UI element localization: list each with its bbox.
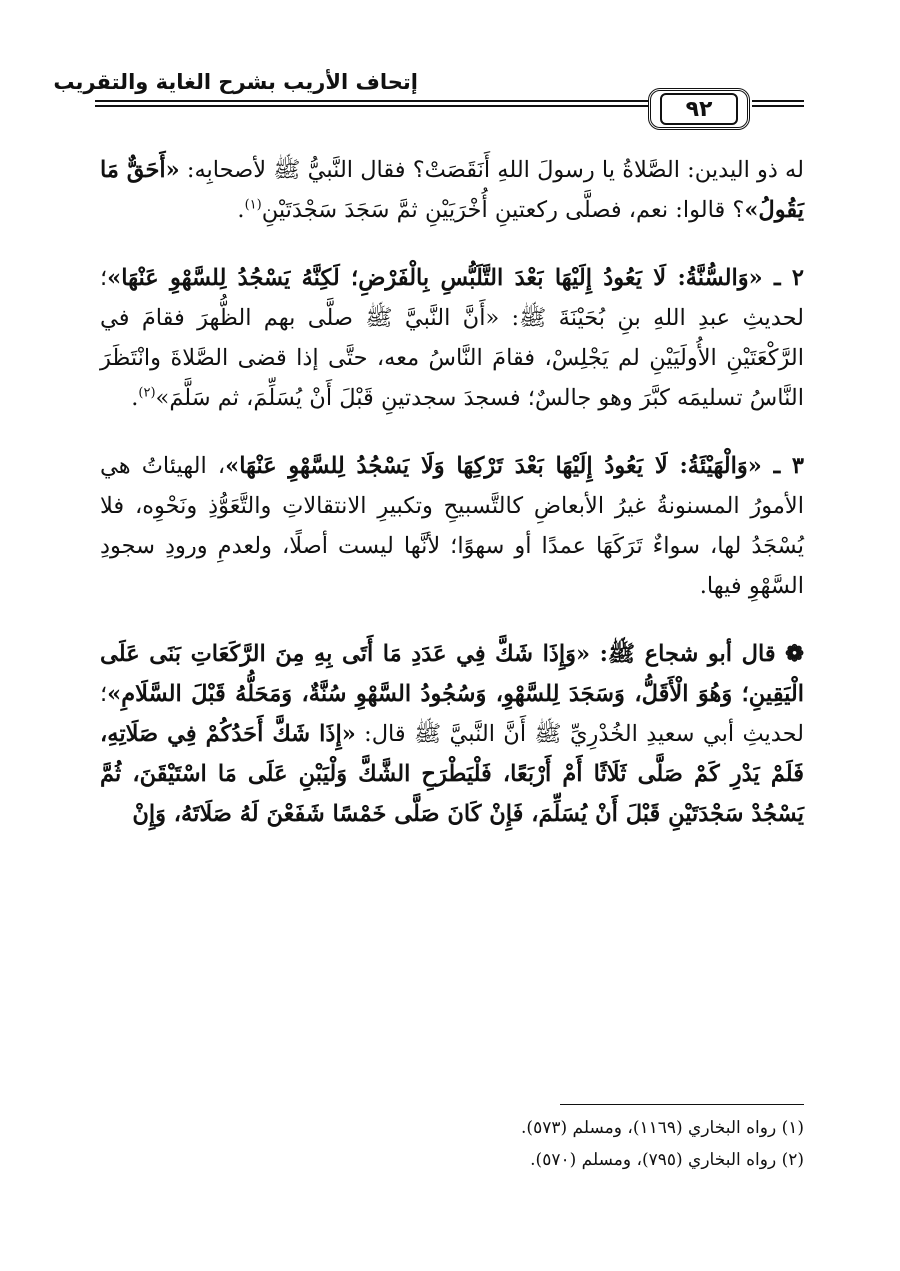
footnote-ref-2: (٢) [138,385,156,401]
footnote-2: (٢) رواه البخاري (٧٩٥)، ومسلم (٥٧٠). [530,1150,804,1170]
paragraph-3-text: ، الهيئاتُ هي الأمورُ المسنونةُ غيرُ الأبعاضِ كالتَّسبيحِ وتكبيرِ الانتقالاتِ والتَّعَوُّذِ ونَحْوِه، فلا يُسْجَدُ لها، سواءٌ تَرَكَهَا عمدًا أو سهوًا؛ لأنَّها ليست أصلًا، ولعدمِ ورودِ سجودِ السَّهْوِ فيها. [100,453,804,599]
header-rule-right-upper [752,100,804,102]
paragraph-1-end: . [237,197,245,223]
paragraph-4-text: ؛ لحديثِ أبي سعيدِ الخُدْرِيِّ ﷺ أَنَّ النَّبيَّ ﷺ قال: [100,681,804,747]
header-rule-upper [95,100,671,102]
running-title: إتحاف الأريب بشرح الغاية والتقريب [53,70,418,94]
paragraph-2-heading: ٢ ـ «وَالسُّنَّةُ: لَا يَعُودُ إِلَيْهَا بَعْدَ التَّلَبُّسِ بِالْفَرْضِ؛ لَكِنَّهُ يَسْجُدُ لِلسَّهْوِ عَنْهَا» [107,265,804,291]
paragraph-4-quote: «إِذَا شَكَّ أَحَدُكُمْ فِي صَلَاتِهِ، فَلَمْ يَدْرِ كَمْ صَلَّى ثَلَاثًا أَمْ أَرْبَعًا، فَلْيَطْرَحِ الشَّكَّ وَلْيَبْنِ عَلَى مَا اسْتَيْقَنَ، ثُمَّ يَسْجُدْ سَجْدَتَيْنِ قَبْلَ أَنْ يُسَلِّمَ، فَإِنْ كَانَ صَلَّى خَمْسًا شَفَعْنَ لَهُ صَلَاتَهُ، وَإِنْ [100,721,804,827]
footnote-1: (١) رواه البخاري (١١٦٩)، ومسلم (٥٧٣). [521,1118,804,1138]
paragraph-3 [100,446,804,606]
paragraph-1 [100,150,804,230]
page-body [100,150,804,850]
header-rule-lower [95,105,671,107]
footnote-separator [560,1104,804,1105]
paragraph-2-end: . [131,385,139,411]
footnote-ref-1: (١) [244,197,262,213]
header-rule-right-lower [752,105,804,107]
footnotes [300,1112,804,1176]
paragraph-2 [100,258,804,418]
page-number-inner-frame [660,93,738,125]
paragraph-3-heading: ٣ ـ «وَالْهَيْئَةُ: لَا يَعُودُ إِلَيْهَا بَعْدَ تَرْكِهَا وَلَا يَسْجُدُ لِلسَّهْوِ عَنْهَا» [225,453,805,479]
paragraph-1-quote: «أَحَقٌّ مَا يَقُولُ» [100,157,804,223]
paragraph-4-heading: ❁ قال أبو شجاع ﷺ: «وَإِذَا شَكَّ فِي عَدَدِ مَا أَتَى بِهِ مِنَ الرَّكَعَاتِ بَنَى عَلَى الْيَقِينِ؛ وَهُوَ الْأَقَلُّ، وَسَجَدَ لِلسَّهْوِ، وَسُجُودُ السَّهْوِ سُنَّةٌ، وَمَحَلُّهُ قَبْلَ السَّلَامِ» [100,641,804,707]
paragraph-4 [100,634,804,834]
page-number: ٩٢ [685,96,713,122]
paragraph-1-text-a: له ذو اليدين: الصَّلاةُ يا رسولَ اللهِ أَنَقَصَتْ؟ فقال النَّبيُّ ﷺ لأصحابِه: [179,157,804,183]
paragraph-1-text-b: ؟ قالوا: نعم، فصلَّى ركعتينِ أُخْرَيَيْنِ ثمَّ سَجَدَ سَجْدَتَيْنِ [261,197,745,223]
page-number-frame [648,88,750,130]
paragraph-2-text: ؛ لحديثِ عبدِ اللهِ بنِ بُحَيْنَةَ ﷺ: «أَنَّ النَّبيَّ ﷺ صلَّى بهم الظُّهرَ فقامَ في الرَّكْعَتَيْنِ الأُولَيَيْنِ لم يَجْلِسْ، فقامَ النَّاسُ معه، حتَّى إذا قضى الصَّلاةَ وانْتَظَرَ النَّاسُ تسليمَه كبَّرَ وهو جالسٌ؛ فسجدَ سجدتينِ قَبْلَ أَنْ يُسَلِّمَ، ثم سَلَّمَ» [100,265,804,411]
